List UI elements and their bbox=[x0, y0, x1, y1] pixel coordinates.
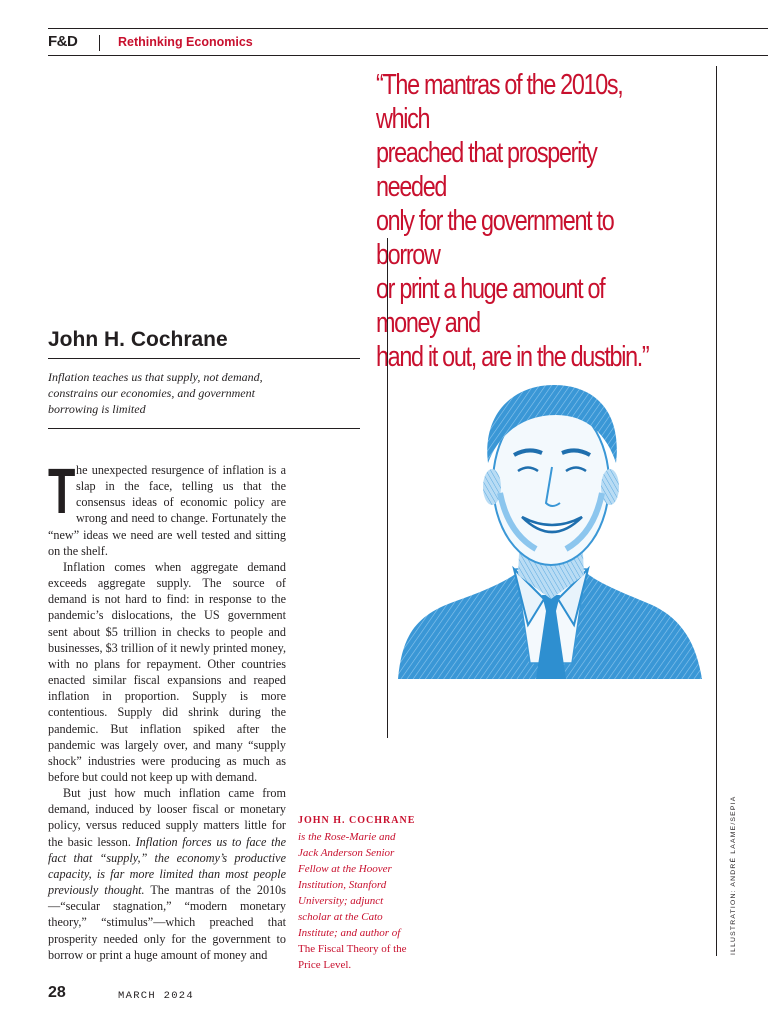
pull-quote: “The mantras of the 2010s, which preached that prosperity needed only for the government to borrow or print a huge amount of money and hand it out, are in the dustbin.” bbox=[376, 69, 649, 373]
author-bio bbox=[298, 813, 418, 973]
dek-rule bbox=[48, 428, 360, 429]
bio-name: JOHN H. COCHRANE bbox=[298, 815, 416, 826]
byline-rule bbox=[48, 358, 360, 359]
body-text: The mantras of the 2010s—“secular stagnation,” “modern monetary theory,” “stimulus”—which preached that prosperity needed only for the government to borrow or print a huge amount of money and bbox=[48, 883, 286, 962]
illustration-credit: ILLUSTRATION: ANDRÉ LAAME/SEPIA bbox=[730, 795, 737, 955]
header-top-rule bbox=[48, 28, 768, 29]
section-label[interactable]: Rethinking Economics bbox=[118, 35, 253, 49]
bio-book-title[interactable]: The Fiscal Theory of the Price Level. bbox=[298, 943, 407, 971]
author-byline: John H. Cochrane bbox=[48, 328, 228, 351]
body-text: he unexpected resurgence of inflation is a slap in the face, telling us that the consensus ideas of economic policy are wrong and need to change. Fortunately the “new” ideas we need are well tested and sitting on the shelf. bbox=[48, 463, 286, 558]
body-paragraph bbox=[48, 785, 286, 963]
issue-date: MARCH 2024 bbox=[118, 990, 195, 1002]
header-separator bbox=[99, 35, 100, 51]
masthead-logo[interactable]: F&D bbox=[48, 33, 78, 50]
header-bottom-rule bbox=[48, 55, 768, 56]
page-number: 28 bbox=[48, 984, 66, 1001]
drop-cap: T bbox=[48, 455, 76, 527]
column-divider bbox=[387, 238, 388, 738]
body-text: Inflation comes when aggregate demand exceeds aggregate supply. The source of demand is not hard to find: in response to the pandemic’s dislocations, the US government sent about $5 trillion in checks to people and businesses, $3 trillion of it newly printed money, with no plans for repayment. Other countries enacted similar fiscal expansions and reaped inflation in proportion. Supply is more contentious. Supply did shrink during the pandemic. But inflation spiked after the pandemic was largely over, and many “supply shock” industries were producing as much as before but could not keep up with demand. bbox=[48, 559, 286, 784]
emphasized-text: Inflation forces us to face the fact that “supply,” the economy’s productive capacity, is far more limited than most people previously thought. bbox=[48, 834, 286, 898]
bio-text: is the Rose-Marie and Jack Anderson Senior Fellow at the Hoover Institution, Stanford University; adjunct scholar at the Cato Institute; and author of bbox=[298, 831, 401, 939]
author-portrait-illustration bbox=[396, 363, 704, 683]
credit-divider bbox=[716, 66, 717, 956]
article-dek: Inflation teaches us that supply, not demand, constrains our economies, and government borrowing is limited bbox=[48, 370, 263, 416]
body-paragraph bbox=[48, 455, 286, 559]
body-text: But just how much inflation came from demand, induced by looser fiscal or monetary policy, versus reduced supply matters little for the basic lesson. bbox=[48, 786, 286, 849]
body-paragraph bbox=[48, 559, 286, 785]
article-body bbox=[48, 455, 286, 963]
